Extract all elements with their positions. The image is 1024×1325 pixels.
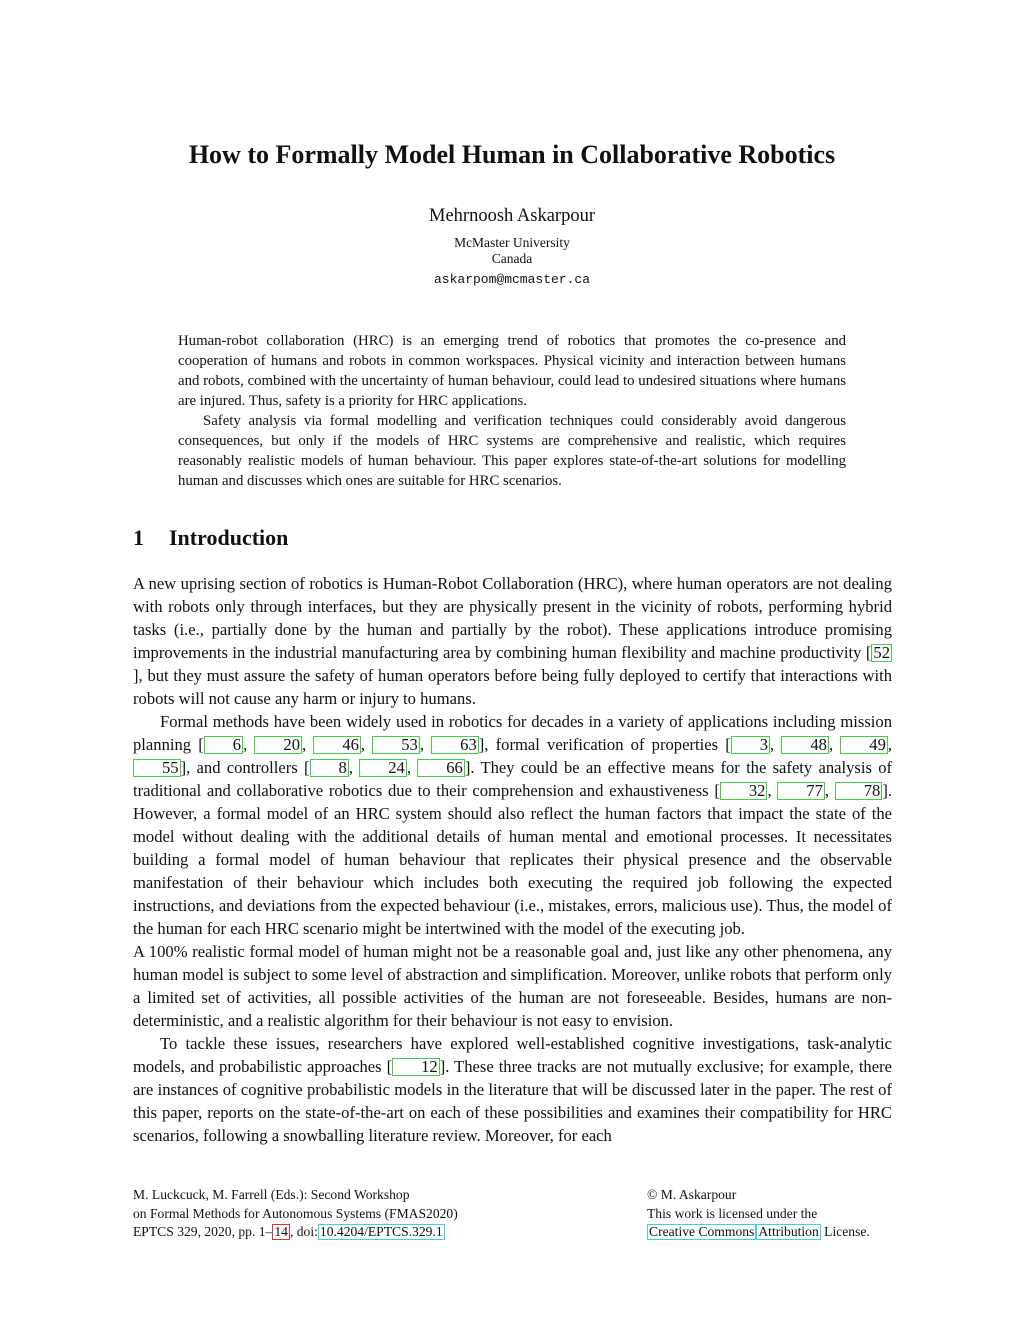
section-title: Introduction: [169, 525, 289, 550]
text-run: , formal verification of properties: [484, 735, 726, 754]
author-institution: McMaster University: [454, 235, 570, 250]
text-run: A new uprising section of robotics is Human-Robot Collaboration (HRC), where human operators are not dealing with robots only through interfaces, but they are physically present in the vicinity of robots, performing hybrid tasks (i.e., partially done by the human and partially by the robot). These applications introduce promising improvements in the industrial manufacturing area by combining human flexibility and machine productivity: [133, 574, 892, 662]
creative-commons-link[interactable]: Creative Commons: [649, 1224, 755, 1239]
body-text: [133, 572, 892, 1147]
text-run: . These three tracks are not mutually exclusive; for example, there are instances of cognitive probabilistic models in the literature that will be discussed later in the paper. The rest of this paper, reports on the state-of-the-art on each of these possibilities and examines their compatibility for HRC scenarios, following a snowballing literature review. Moreover, for each: [133, 1057, 892, 1145]
text-run: . However, a formal model of an HRC system should also reflect the human factors that impact the state of the model without dealing with the additional details of human mental and emotional processes. It necessitates building a formal model of human behaviour that replicates their physical presence and the observable manifestation of their behaviour which includes both executing the required job following the expected instructions, and deviations from the expected behaviour (i.e., mistakes, errors, malicious use). Thus, the model of the human for each HRC scenario might be intertwined with the model of the executing job.: [133, 781, 892, 938]
citation-link[interactable]: 48: [781, 736, 829, 754]
citation-link[interactable]: 32: [720, 782, 768, 800]
citation-link[interactable]: 8: [310, 759, 349, 777]
footer-publication-info: [133, 1186, 573, 1242]
text-run: EPTCS 329, 2020, pp. 1–: [133, 1224, 273, 1239]
text-run: Formal methods have been widely used in robotics for decades in a variety of applications including mission planning: [133, 712, 892, 754]
citation-link[interactable]: 52: [873, 643, 890, 662]
footer-license-text: This work is licensed under the: [647, 1205, 818, 1221]
footer-license: [647, 1186, 907, 1242]
citation-link[interactable]: 63: [431, 736, 479, 754]
footer-copyright: © M. Askarpour: [647, 1187, 737, 1202]
last-page-link[interactable]: 14: [274, 1224, 288, 1239]
paper-title: How to Formally Model Human in Collaborative Robotics: [188, 140, 836, 169]
footer-workshop: on Formal Methods for Autonomous Systems (FMAS2020): [133, 1205, 458, 1221]
abstract-paragraph-1: Human-robot collaboration (HRC) is an emerging trend of robotics that promotes the co-presence and cooperation of humans and robots in common workspaces. Physical vicinity and interaction between humans and robots, combined with the uncertainty of human behaviour, could lead to undesired situations where humans are injured. Thus, safety is a priority for HRC applications.: [178, 333, 846, 409]
text-run: , and controllers: [186, 758, 304, 777]
citation-link[interactable]: 49: [840, 736, 888, 754]
footer-license-links: [647, 1223, 907, 1242]
abstract: [178, 331, 846, 491]
citation-link[interactable]: 6: [204, 736, 243, 754]
text-run: To tackle these issues, researchers have explored well-established cognitive investigations, task-analytic models, and probabilistic approaches: [133, 1034, 892, 1076]
citation-link[interactable]: 24: [359, 759, 407, 777]
footer-eptcs: [133, 1223, 573, 1242]
footer-editors: M. Luckcuck, M. Farrell (Eds.): Second Workshop: [133, 1187, 410, 1202]
citation-link[interactable]: 77: [777, 782, 825, 800]
abstract-paragraph-2: Safety analysis via formal modelling and verification techniques could considerably avoid dangerous consequences, but only if the models of HRC systems are comprehensive and realistic, which requires reasonably realistic models of human behaviour. This paper explores state-of-the-art solutions for modelling human and discusses which ones are suitable for HRC scenarios.: [178, 413, 846, 489]
citation-link[interactable]: 20: [254, 736, 302, 754]
text-run: , but they must assure the safety of human operators before being fully deployed to certify that interactions with robots will not cause any harm or injury to humans.: [133, 666, 892, 708]
text-run: , doi:: [289, 1224, 318, 1239]
body-paragraph-1: A new uprising section of robotics is Human-Robot Collaboration (HRC), where human operators are not dealing with robots only through interfaces, but they are physically present in the vicinity of robots, performing hybrid tasks (i.e., partially done by the human and partially by the robot). These applications introduce promising improvements in the industrial manufacturing area by combining human flexibility and machine productivity [ 52], but they must assure the safety of human operators before being fully deployed to certify that interactions with robots will not cause any harm or injury to humans.: [133, 574, 892, 708]
section-number: 1: [133, 525, 144, 550]
citation-link[interactable]: 53: [372, 736, 420, 754]
section-heading: [133, 525, 288, 551]
doi-link[interactable]: 10.4204/EPTCS.329.1: [319, 1224, 443, 1239]
citation-link[interactable]: 12: [392, 1058, 440, 1076]
body-paragraph-3: A 100% realistic formal model of human might not be a reasonable goal and, just like any other phenomena, any human model is subject to some level of abstraction and simplification. Moreover, unlike robots that perform only a limited set of activities, all possible activities of the human are not foreseeable. Besides, humans are non-deterministic, and a realistic algorithm for their behaviour is not easy to envision.: [133, 942, 892, 1030]
citation-link[interactable]: 46: [313, 736, 361, 754]
author-name: Mehrnoosh Askarpour: [429, 206, 595, 226]
citation-link[interactable]: 3: [731, 736, 770, 754]
body-paragraph-2: Formal methods have been widely used in robotics for decades in a variety of applications including mission planning [ 6 , 20 , 46 , 53 , 63 ], formal verification of properties [ 3 , 48 , 49 , 55 ], and controllers [ 8 , 24 , 66 ]. They could be an effective means for the safety analysis of traditional and collaborative robotics due to their comprehension and exhaustiveness [ 32 , 77 , 78 ]. However, a formal model of an HRC system should also reflect the human factors that impact the state of the model without dealing with the additional details of human mental and emotional processes. It necessitates building a formal model of human behaviour that replicates their physical presence and the observable manifestation of their behaviour which includes both executing the required job following the expected instructions, and deviations from the expected behaviour (i.e., mistakes, errors, malicious use). Thus, the model of the human for each HRC scenario might be intertwined with the model of the executing job.: [133, 712, 893, 938]
text-run: License.: [820, 1224, 870, 1239]
author-country: Canada: [491, 251, 533, 266]
body-paragraph-4: To tackle these issues, researchers have explored well-established cognitive investigations, task-analytic models, and probabilistic approaches [ 12 ]. These three tracks are not mutually exclusive; for example, there are instances of cognitive probabilistic models in the literature that will be discussed later in the paper. The rest of this paper, reports on the state-of-the-art on each of these possibilities and examines their compatibility for HRC scenarios, following a snowballing literature review. Moreover, for each: [133, 1034, 892, 1145]
citation-link[interactable]: 66: [417, 759, 465, 777]
author-email[interactable]: askarpom@mcmaster.ca: [433, 272, 591, 287]
text-run: . They could be an effective means for the safety analysis of traditional and collaborative robotics due to their comprehension and exhaustiveness: [133, 758, 893, 800]
attribution-link[interactable]: Attribution: [758, 1224, 819, 1239]
citation-link[interactable]: 55: [133, 759, 181, 777]
citation-link[interactable]: 78: [835, 782, 883, 800]
